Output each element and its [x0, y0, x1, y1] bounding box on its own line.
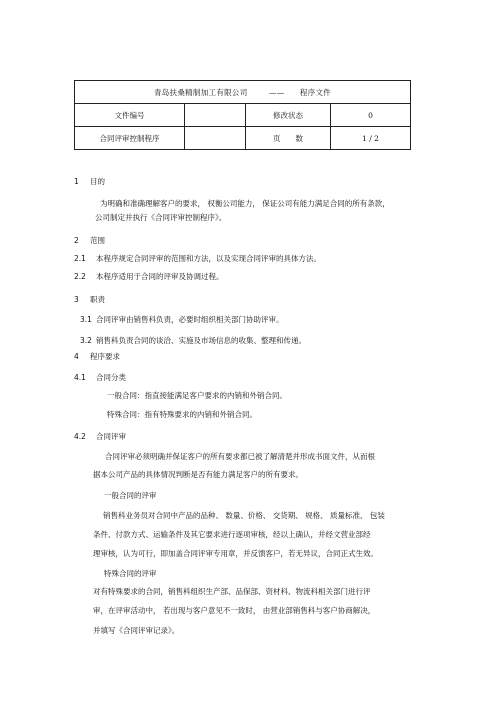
- document-type: 程序文件: [299, 87, 332, 97]
- section-2-2-text: 本程序适用于合同的评审及协调过程。: [96, 272, 224, 281]
- page-count-value: 1 / 2: [331, 127, 411, 150]
- document-header-table: [74, 80, 411, 150]
- header-title-cell: [75, 81, 411, 104]
- section-3-1-number: 3.1: [80, 315, 92, 324]
- page-count-label: 页 数: [246, 127, 331, 150]
- section-3-2-number: 3.2: [80, 336, 92, 345]
- section-2-1-number: 2.1: [74, 254, 86, 263]
- general-review-line-1: 销售科业务员对合同中产品的品种、 数量、价格、 交货期、 规格、 质量标准、 包装: [103, 511, 385, 520]
- section-2-2-number: 2.2: [74, 272, 86, 281]
- general-contract-review-heading: 一般合同的评审: [104, 491, 157, 500]
- section-4-1-text-1: 一般合同：指直接能满足客户要求的内销和外销合同。: [107, 391, 287, 400]
- special-review-line-2: 审，在评审活动中， 若出现与客户意见不一致时， 由营业部销售科与客户协商解决，: [93, 606, 376, 615]
- section-2-1-text: 本程序规定合同评审的范围和方法，以及实现合同评审的具体方法。: [96, 254, 321, 263]
- document-title: 合同评审控制程序: [75, 127, 185, 150]
- section-4-2-title: 合同评审: [96, 432, 126, 441]
- special-review-line-3: 并填写《合同评审记录》。: [93, 626, 180, 635]
- header-row-file-no: [75, 104, 411, 127]
- section-4-1-number: 4.1: [74, 373, 86, 382]
- special-review-line-1: 对有特殊要求的合同，销售科组织生产部、品保部、资材科、物流科相关部门进行评: [93, 587, 371, 596]
- section-2-title: 范围: [90, 236, 105, 245]
- header-title-row: [75, 81, 411, 104]
- revision-label: 修改状态: [246, 104, 331, 127]
- document-title-extra: [185, 127, 246, 150]
- header-row-title: [75, 127, 411, 150]
- section-4-1-title: 合同分类: [96, 373, 126, 382]
- section-3-number: 3: [74, 295, 79, 304]
- general-review-line-2: 条件、付款方式、运输条件及其它要求进行逐项审核，经以上确认，并经文营业部经: [93, 530, 371, 539]
- section-1-number: 1: [74, 177, 79, 186]
- section-1-text-line-2: 公司制定并执行《合同评审控制程序》。: [95, 213, 227, 222]
- section-2-number: 2: [74, 236, 79, 245]
- revision-value: 0: [331, 104, 411, 127]
- file-no-label: 文件编号: [75, 104, 185, 127]
- section-1-text-line-1: 为明确和准确理解客户的要求， 权衡公司能力， 保证公司有能力满足合同的所有条款，: [100, 199, 390, 208]
- section-4-title: 程序要求: [90, 352, 120, 361]
- file-no-value: [185, 104, 246, 127]
- section-4-2-para-1-line-1: 合同评审必须明确并保证客户的所有要求都已被了解清楚并形成书面文件，从而根: [105, 452, 375, 461]
- title-dash: ——: [268, 87, 285, 97]
- special-contract-review-heading: 特殊合同的评审: [104, 569, 157, 578]
- section-4-2-para-1-line-2: 据本公司产品的具体情况判断是否有能力满足客户的所有要求。: [93, 470, 303, 479]
- section-1-title: 目的: [90, 177, 105, 186]
- section-3-2-text: 销售科负责合同的谈洽、实施及市场信息的收集、整理和传递。: [96, 336, 306, 345]
- section-4-number: 4: [74, 352, 79, 361]
- general-review-line-3: 理审核，认为可行，即加盖合同评审专用章，并反馈客户，若无异议，合同正式生效。: [93, 549, 378, 558]
- section-3-title: 职责: [90, 295, 105, 304]
- company-name: 青岛扶桑精制加工有限公司: [153, 87, 248, 97]
- section-4-2-number: 4.2: [74, 432, 86, 441]
- section-4-1-text-2: 特殊合同：指有特殊要求的内销和外销合同。: [107, 410, 257, 419]
- section-3-1-text: 合同评审由销售科负责，必要时组织相关部门协助评审。: [96, 315, 284, 324]
